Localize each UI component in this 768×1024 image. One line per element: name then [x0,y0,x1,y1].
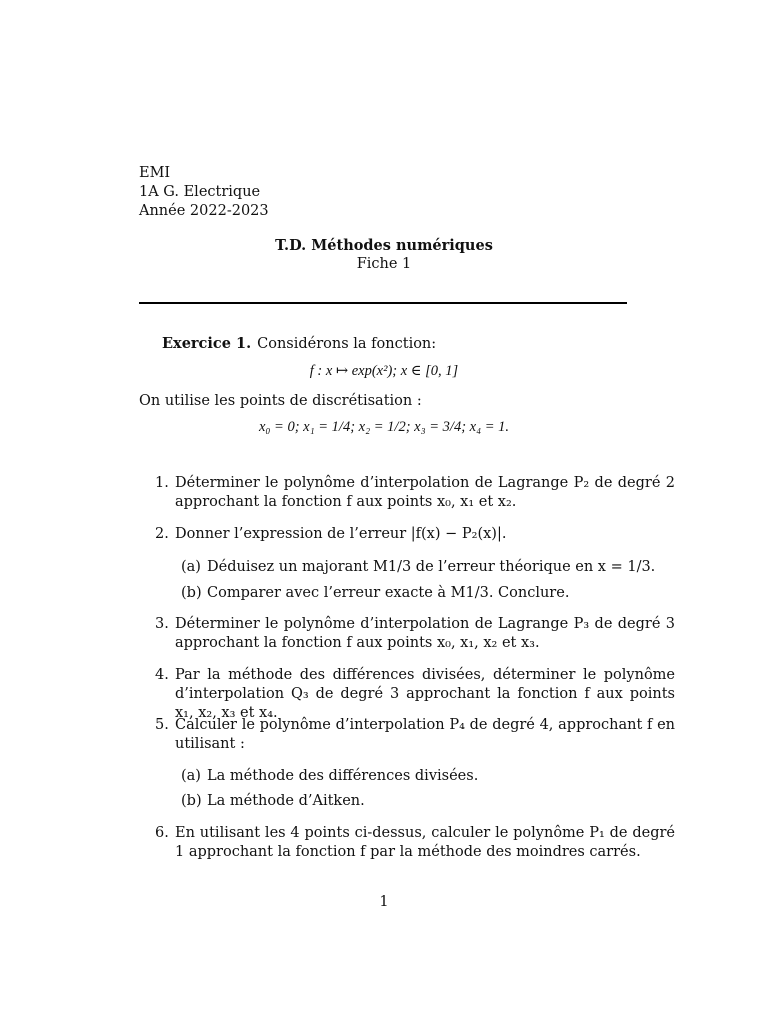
question-5 [155,716,675,754]
question-text: Calculer le polynôme d’interpolation P₄ de degré 4, approchant f en utilisant : [175,717,675,752]
question-text: Déterminer le polynôme d’interpolation de Lagrange P₂ de degré 2 approchant la fonction f aux points x₀, x₁ et x₂. [175,475,675,510]
subquestion-text: Déduisez un majorant M1/3 de l’erreur théorique en x = 1/3. [207,559,656,575]
subquestion-text: La méthode des différences divisées. [207,768,479,784]
question-number: 5. [155,717,169,733]
subquestion-label: (a) [181,559,201,575]
subquestion-label: (a) [181,768,201,784]
question-3 [155,615,675,653]
question-number: 1. [155,475,169,491]
subquestion-2b [181,584,569,603]
question-1 [155,474,675,512]
subquestion-text: La méthode d’Aitken. [207,793,365,809]
question-text: Déterminer le polynôme d’interpolation de Lagrange P₃ de degré 3 approchant la fonction f aux points x₀, x₁, x₂ et x₃. [175,616,675,651]
points-intro: On utilise les points de discrétisation : [139,393,422,409]
title-block [0,236,768,274]
horizontal-rule [139,302,627,304]
exercise-intro [162,335,436,354]
academic-year: Année 2022-2023 [139,203,269,219]
exercise-intro-text: Considérons la fonction: [257,336,437,352]
question-4 [155,666,675,723]
points-formula: x₀ = 0; x₁ = 1/4; x₂ = 1/2; x₃ = 3/4; x₄ = 1. [258,419,510,435]
question-number: 6. [155,825,169,841]
question-6 [155,824,675,862]
document-title: T.D. Méthodes numériques [275,237,493,254]
subquestion-label: (b) [181,793,202,809]
question-number: 4. [155,667,169,683]
question-text: Donner l’expression de l’erreur |f(x) − P₂(x)|. [175,526,507,542]
school-name: EMI [139,165,171,181]
subquestion-5b [181,792,365,811]
question-2 [155,525,675,544]
question-text: Par la méthode des différences divisées, déterminer le polynôme d’interpolation Q₃ de degré 3 approchant la fonction f aux points x₁, x₂, x₃ et x₄. [175,667,675,721]
question-number: 3. [155,616,169,632]
question-text: En utilisant les 4 points ci-dessus, calculer le polynôme P₁ de degré 1 approchant la fonction f par la méthode des moindres carrés. [175,825,675,860]
subquestion-2a [181,558,655,577]
class-name: 1A G. Electrique [139,184,261,200]
page-number: 1 [379,894,389,910]
document-header [139,164,269,221]
document-subtitle: Fiche 1 [356,256,412,272]
function-formula: f : x ↦ exp(x²); x ∈ [0, 1] [309,363,459,379]
question-number: 2. [155,526,169,542]
subquestion-label: (b) [181,585,202,601]
subquestion-text: Comparer avec l’erreur exacte à M1/3. Conclure. [207,585,570,601]
subquestion-5a [181,767,478,786]
exercise-label: Exercice 1. [162,335,252,352]
